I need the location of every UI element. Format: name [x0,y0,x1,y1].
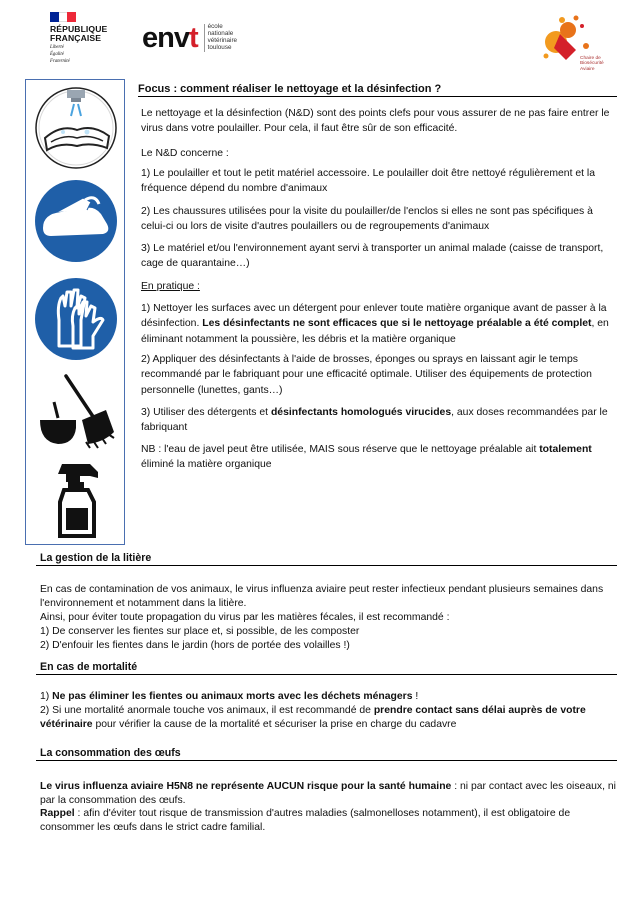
mortalite-divider [36,674,617,675]
focus-item-3: 3) Le matériel et/ou l'environnement ayant servi à transporter un animal malade (caisse de transport, cage de quarantaine…) [141,243,604,270]
litiere-divider [36,565,617,566]
envt-mark-b: t [188,22,198,54]
nb-text-b: totalement [539,444,592,455]
litiere-line-2: Ainsi, pour éviter toute propagation du virus par les matières fécales, il est recommandé : [40,612,450,623]
step3-text-c: , aux doses recommandées par le fabriquant [141,407,608,434]
chair-line-2: Biosécurité [580,61,604,67]
chair-line-1: Chaire de [580,56,601,61]
mort2-text-c: pour vérifier la cause de la mortalité et sécuriser la prise en charge du cadavre [92,719,457,730]
mort1-text-a: 1) [40,691,53,702]
litiere-line-3: 1) De conserver les fientes sur place et, si possible, de les composter [40,626,360,637]
spray-bottle-icon [54,458,102,540]
oeufs-para-2 [40,807,617,835]
envt-sub-4: toulouse [207,43,232,51]
focus-nb [141,442,617,473]
rf-motto-1: Liberté [50,45,64,50]
focus-concerns-label: Le N&D concerne : [141,148,229,159]
mortalite-line-1 [40,690,617,704]
chair-line-3: Aviaire [580,66,595,72]
litiere-title: La gestion de la litière [40,552,152,564]
oeufs2-text-b: Rappel [40,808,75,819]
republique-francaise-logo [50,12,120,65]
oeufs1-text-c: : ni par contact avec les oiseaux, ni par la consommation des œufs. [40,781,616,806]
step3-text-b: désinfectants homologués virucides [270,407,452,418]
envt-sub-1: école [207,23,223,31]
rf-name-line2: FRANÇAISE [50,33,102,43]
broom-dustpan-icon [36,372,118,450]
oeufs2-text-c: : afin d'éviter tout risque de transmission d'autres maladies (salmonelloses notamment), il est obligatoire de consommer les œufs dans le strict cadre familial. [40,808,571,833]
focus-intro: Le nettoyage et la désinfection (N&D) sont des points clefs pour vous assurer de ne pas faire entrer le virus dans votre poulailler. Pour cela, il faut être sûr de son efficacité. [141,108,610,135]
oeufs1-text-b: Le virus influenza aviaire H5N8 ne représente AUCUN risque pour la santé humaine [40,781,452,792]
envt-logo [142,22,237,54]
gloves-icon [31,276,121,362]
mort1-text-c: ! [412,691,419,702]
pictogram-sidebar [25,79,125,545]
french-flag-icon [50,12,76,22]
rf-name-line1: RÉPUBLIQUE [50,24,108,34]
litiere-line-1: En cas de contamination de vos animaux, le virus influenza aviaire peut rester infectieux pendant plusieurs semaines dans l'environnement et notamment dans la litière. [40,584,604,609]
shoe-cover-icon [31,178,121,264]
step1-text-b: Les désinfectants ne sont efficaces que si le nettoyage préalable a été complet [202,318,592,330]
mortalite-line-2 [40,704,617,732]
focus-practice-label: En pratique : [141,281,200,292]
nb-text-a: NB : l'eau de javel peut être utilisée, MAIS sous réserve que le nettoyage préalable ait [141,444,540,455]
mort2-text-a: 2) Si une mortalité anormale touche vos animaux, il est recommandé de [40,705,374,716]
mortalite-title: En cas de mortalité [40,661,138,673]
oeufs-para-1 [40,780,617,808]
chaire-biosecurite-logo [536,12,608,74]
hand-washing-icon [31,86,121,170]
nb-text-c: éliminé la matière organique [141,459,272,471]
mort1-text-b: Ne pas éliminer les fientes ou animaux morts avec les déchets ménagers [52,691,413,702]
focus-item-1: 1) Le poulailler et tout le petit matériel accessoire. Le poulailler doit être nettoyé régulièrement et la fréquence dépend du nombre d'animaux [141,168,595,195]
step1-text-a: 1) Nettoyer les surfaces avec un détergent pour enlever toute matière organique avant de passer à la désinfection. [141,303,607,330]
focus-step-2: 2) Appliquer des désinfectants à l'aide de brosses, éponges ou sprays en laissant agir le temps recommandé par le fabriquant pour une efficacité optimale. Utiliser des équipements de protection personnelle (lunettes, gants…) [141,354,592,396]
envt-sub-2: nationale [207,30,234,38]
focus-title: Focus : comment réaliser le nettoyage et la désinfection ? [138,83,442,95]
envt-sub-3: vétérinaire [207,37,238,44]
focus-step-3 [141,405,617,436]
envt-mark-a: env [142,22,189,54]
mort2-text-b: prendre contact sans délai auprès de votre vétérinaire [40,705,586,730]
step1-text-c: , en éliminant notamment la poussière, les débris et la matière organique [141,318,609,345]
rf-motto-2: Égalité [50,52,64,58]
oeufs-divider [36,760,617,761]
step3-text-a: 3) Utiliser des détergents et [141,407,271,418]
focus-divider [138,96,617,97]
litiere-line-4: 2) D'enfouir les fientes dans le jardin (hors de portée des volailles !) [40,640,350,651]
focus-step-1 [141,301,617,347]
oeufs-title: La consommation des œufs [40,747,181,759]
focus-item-2: 2) Les chaussures utilisées pour la visite du poulailler/de l'enclos si elles ne sont pas spécifiques à celui-ci ou lors de visite d'autres poulaillers ou de regroupements d'animaux [141,206,593,233]
rf-motto-3: Fraternité [50,59,70,65]
